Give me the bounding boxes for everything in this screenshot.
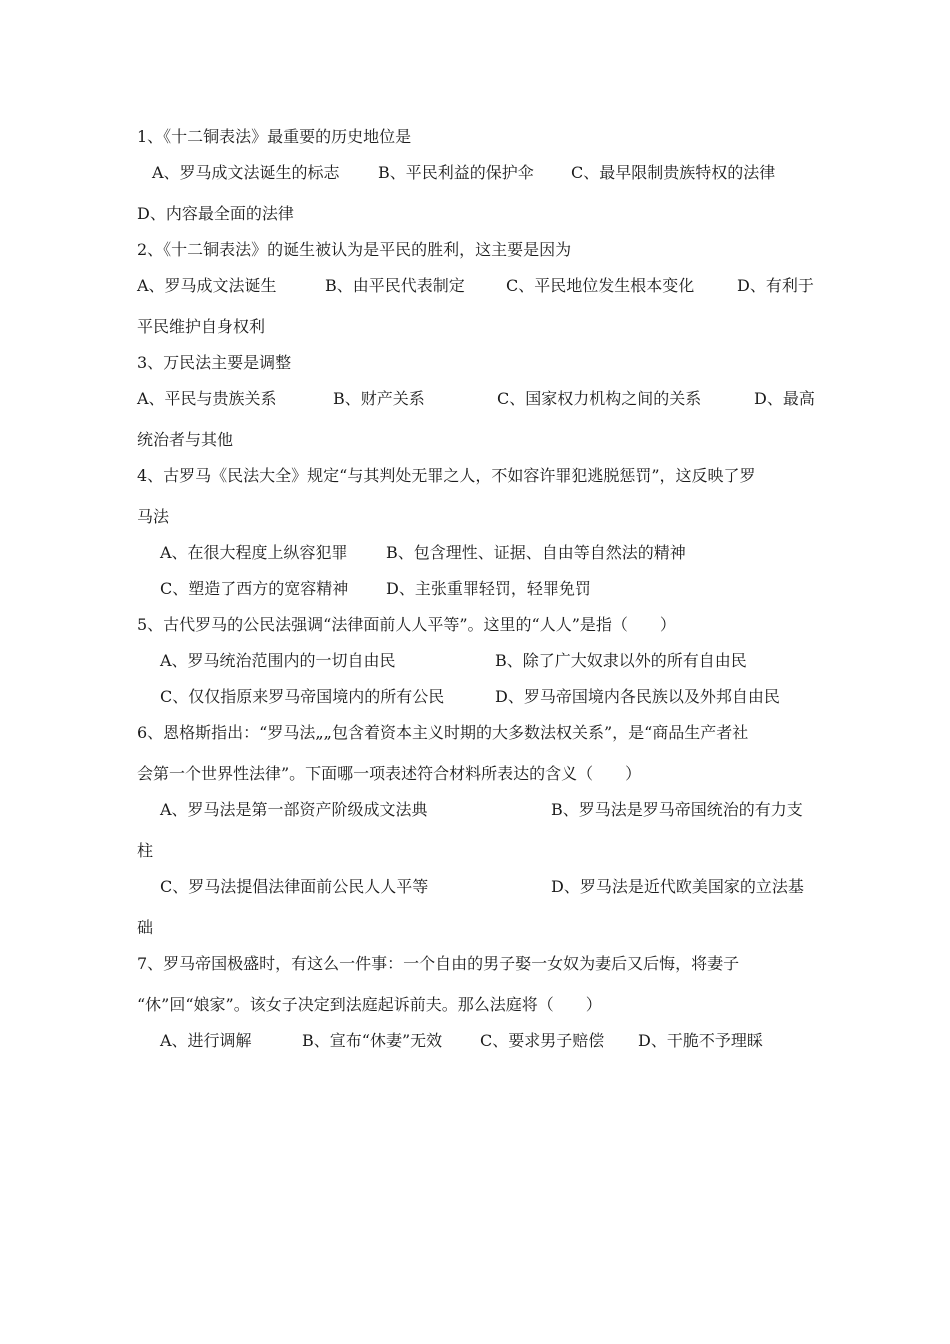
- question-6-option-c: C、罗马法提倡法律面前公民人人平等: [160, 877, 429, 896]
- question-5-option-a: A、罗马统治范围内的一切自由民: [160, 651, 396, 670]
- question-7-option-c: C、要求男子赔偿: [480, 1031, 605, 1050]
- question-3-stem: 3、万民法主要是调整: [137, 353, 292, 372]
- question-4-stem-line-1: 4、古罗马《民法大全》规定“与其判处无罪之人，不如容许罪犯逃脱惩罚”，这反映了罗: [137, 466, 756, 485]
- question-5-option-c: C、仅仅指原来罗马帝国境内的所有公民: [160, 687, 445, 706]
- question-7-option-b: B、宣布“休妻”无效: [302, 1031, 443, 1050]
- question-3-option-b: B、财产关系: [333, 389, 425, 408]
- question-7-stem-line-2: “休”回“娘家”。该女子决定到法庭起诉前夫。那么法庭将（ ）: [137, 995, 602, 1014]
- question-5-option-d: D、罗马帝国境内各民族以及外邦自由民: [495, 687, 780, 706]
- question-7-option-d: D、干脆不予理睬: [638, 1031, 763, 1050]
- question-4-option-d: D、主张重罪轻罚，轻罪免罚: [386, 579, 591, 598]
- question-2-option-b: B、由平民代表制定: [325, 276, 465, 295]
- question-1-stem: 1、《十二铜表法》最重要的历史地位是: [137, 127, 412, 146]
- question-6-stem-line-2: 会第一个世界性法律”。下面哪一项表述符合材料所表达的含义（ ）: [137, 764, 642, 783]
- question-4-option-c: C、塑造了西方的宽容精神: [160, 579, 349, 598]
- question-6-option-d-cont: 础: [137, 918, 154, 937]
- question-3-option-d-cont: 统治者与其他: [137, 430, 234, 449]
- question-1-option-c: C、最早限制贵族特权的法律: [571, 163, 776, 182]
- question-6-option-b-cont: 柱: [137, 841, 154, 860]
- question-6-stem-line-1: 6、恩格斯指出：“罗马法„„包含着资本主义时期的大多数法权关系”，是“商品生产者社: [137, 723, 749, 742]
- question-5-stem: 5、古代罗马的公民法强调“法律面前人人平等”。这里的“人人”是指（ ）: [137, 615, 676, 634]
- question-2-option-a: A、罗马成文法诞生: [137, 276, 277, 295]
- question-6-option-a: A、罗马法是第一部资产阶级成文法典: [160, 800, 428, 819]
- question-4-stem-line-2: 马法: [137, 507, 170, 526]
- question-4-option-a: A、在很大程度上纵容犯罪: [160, 543, 348, 562]
- question-2-option-d-cont: 平民维护自身权利: [137, 317, 266, 336]
- question-2-option-c: C、平民地位发生根本变化: [506, 276, 695, 295]
- question-7-option-a: A、进行调解: [160, 1031, 252, 1050]
- question-3-option-d: D、最高: [754, 389, 815, 408]
- question-7-stem-line-1: 7、罗马帝国极盛时，有这么一件事：一个自由的男子娶一女奴为妻后又后悔，将妻子: [137, 954, 740, 973]
- question-4-option-b: B、包含理性、证据、自由等自然法的精神: [386, 543, 686, 562]
- question-1-option-a: A、罗马成文法诞生的标志: [152, 163, 340, 182]
- question-1-option-b: B、平民利益的保护伞: [378, 163, 534, 182]
- question-6-option-b: B、罗马法是罗马帝国统治的有力支: [551, 800, 803, 819]
- question-5-option-b: B、除了广大奴隶以外的所有自由民: [495, 651, 747, 670]
- question-1-option-d: D、内容最全面的法律: [137, 204, 294, 223]
- question-2-option-d: D、有利于: [737, 276, 814, 295]
- question-3-option-c: C、国家权力机构之间的关系: [497, 389, 702, 408]
- question-6-option-d: D、罗马法是近代欧美国家的立法基: [551, 877, 804, 896]
- question-2-stem: 2、《十二铜表法》的诞生被认为是平民的胜利，这主要是因为: [137, 240, 572, 259]
- question-3-option-a: A、平民与贵族关系: [137, 389, 277, 408]
